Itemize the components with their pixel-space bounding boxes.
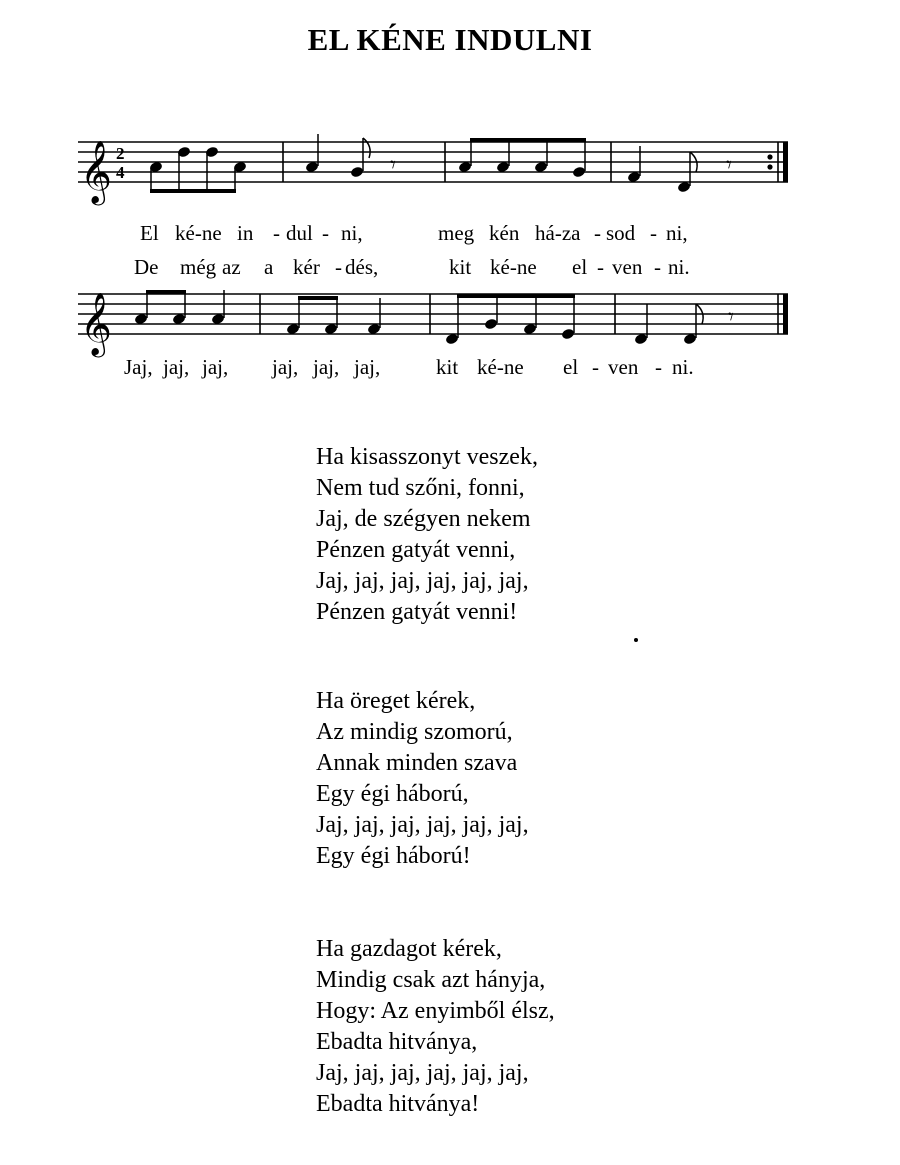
time-signature-top: 2 — [116, 144, 125, 163]
time-signature-bottom: 4 — [116, 163, 125, 182]
syllable: jaj, — [354, 355, 381, 379]
syllable: - — [597, 255, 604, 279]
syllable: ven — [608, 355, 639, 379]
verse-line: Mindig csak azt hányja, — [316, 967, 546, 993]
verse-line: Jaj, jaj, jaj, jaj, jaj, jaj, — [316, 568, 529, 594]
syllable: jaj, — [202, 355, 229, 379]
measure-7 — [445, 294, 575, 345]
syllable: El — [140, 221, 159, 245]
verse-line: Jaj, de szégyen nekem — [316, 506, 531, 532]
treble-clef-icon: 𝄞 — [80, 292, 112, 355]
syllable: ké-ne — [490, 255, 537, 279]
syllable: - — [335, 255, 342, 279]
verse-line: Egy égi háború, — [316, 781, 469, 807]
rest-icon: 𝄾 — [390, 153, 396, 178]
song-title: EL KÉNE INDULNI — [307, 22, 593, 57]
syllable: - — [650, 221, 657, 245]
syllable: kit — [449, 255, 472, 279]
syllable: még — [180, 255, 217, 279]
syllable: - — [655, 355, 662, 379]
syllable: ké-ne — [477, 355, 524, 379]
syllable: ven — [612, 255, 643, 279]
verse-line: Ebadta hitványa, — [316, 1029, 478, 1055]
verse-line: Egy égi háború! — [316, 843, 471, 869]
syllable: kér — [293, 255, 320, 279]
rest-icon: 𝄾 — [728, 305, 734, 330]
stanza-1 — [316, 442, 538, 628]
lyric-line-1 — [0, 221, 900, 247]
rest-icon: 𝄾 — [726, 153, 732, 178]
stanza-3 — [316, 934, 555, 1120]
measure-6 — [286, 296, 381, 335]
syllable: - — [592, 355, 599, 379]
note — [350, 166, 364, 179]
syllable: - — [322, 221, 329, 245]
syllable: dul — [286, 221, 313, 245]
verse-line: Hogy: Az enyimből élsz, — [316, 998, 555, 1024]
syllable: - — [654, 255, 661, 279]
verse-line: Jaj, jaj, jaj, jaj, jaj, jaj, — [316, 812, 529, 838]
verse-line: Jaj, jaj, jaj, jaj, jaj, jaj, — [316, 1060, 529, 1086]
verse-line: Ha kisasszonyt veszek, — [316, 444, 538, 470]
syllable: Jaj, — [124, 355, 153, 379]
measure-4 — [627, 146, 732, 193]
syllable: el — [572, 255, 588, 279]
syllable: jaj, — [272, 355, 299, 379]
syllable: el — [563, 355, 579, 379]
syllable: in — [237, 221, 254, 245]
syllable: ni, — [341, 221, 363, 245]
verse-line: Pénzen gatyát venni, — [316, 537, 516, 563]
lyric-line-3 — [0, 355, 900, 381]
note — [572, 166, 586, 179]
verse-line: Annak minden szava — [316, 750, 518, 776]
syllable: kén — [489, 221, 520, 245]
note — [484, 318, 498, 331]
syllable: - — [594, 221, 601, 245]
treble-clef-icon: 𝄞 — [80, 140, 112, 203]
music-staff-2 — [0, 282, 900, 362]
measure-5 — [134, 290, 225, 325]
lyric-line-2 — [0, 255, 900, 281]
syllable: dés, — [345, 255, 379, 279]
measure-1 — [149, 146, 247, 193]
verse-line: Ha gazdagot kérek, — [316, 936, 502, 962]
syllable: - — [273, 221, 280, 245]
music-staff-1 — [0, 128, 900, 218]
syllable: jaj, — [163, 355, 190, 379]
syllable: há-za — [535, 221, 581, 245]
syllable: ni, — [666, 221, 688, 245]
verse-line: Az mindig szomorú, — [316, 719, 513, 745]
verse-line: Pénzen gatyát venni! — [316, 599, 518, 625]
syllable: ké-ne — [175, 221, 222, 245]
syllable: ni. — [672, 355, 694, 379]
verse-line: Ha öreget kérek, — [316, 688, 476, 714]
syllable: jaj, — [313, 355, 340, 379]
syllable: De — [134, 255, 159, 279]
syllable: meg — [438, 221, 475, 245]
syllable: ni. — [668, 255, 690, 279]
syllable: a — [264, 255, 274, 279]
verse-line: Ebadta hitványa! — [316, 1091, 480, 1117]
speck-mark — [634, 638, 638, 642]
verse-line: Nem tud szőni, fonni, — [316, 475, 525, 501]
syllable: kit — [436, 355, 459, 379]
note — [561, 328, 575, 341]
stanza-2 — [316, 686, 529, 872]
syllable: az — [222, 255, 241, 279]
syllable: sod — [606, 221, 636, 245]
